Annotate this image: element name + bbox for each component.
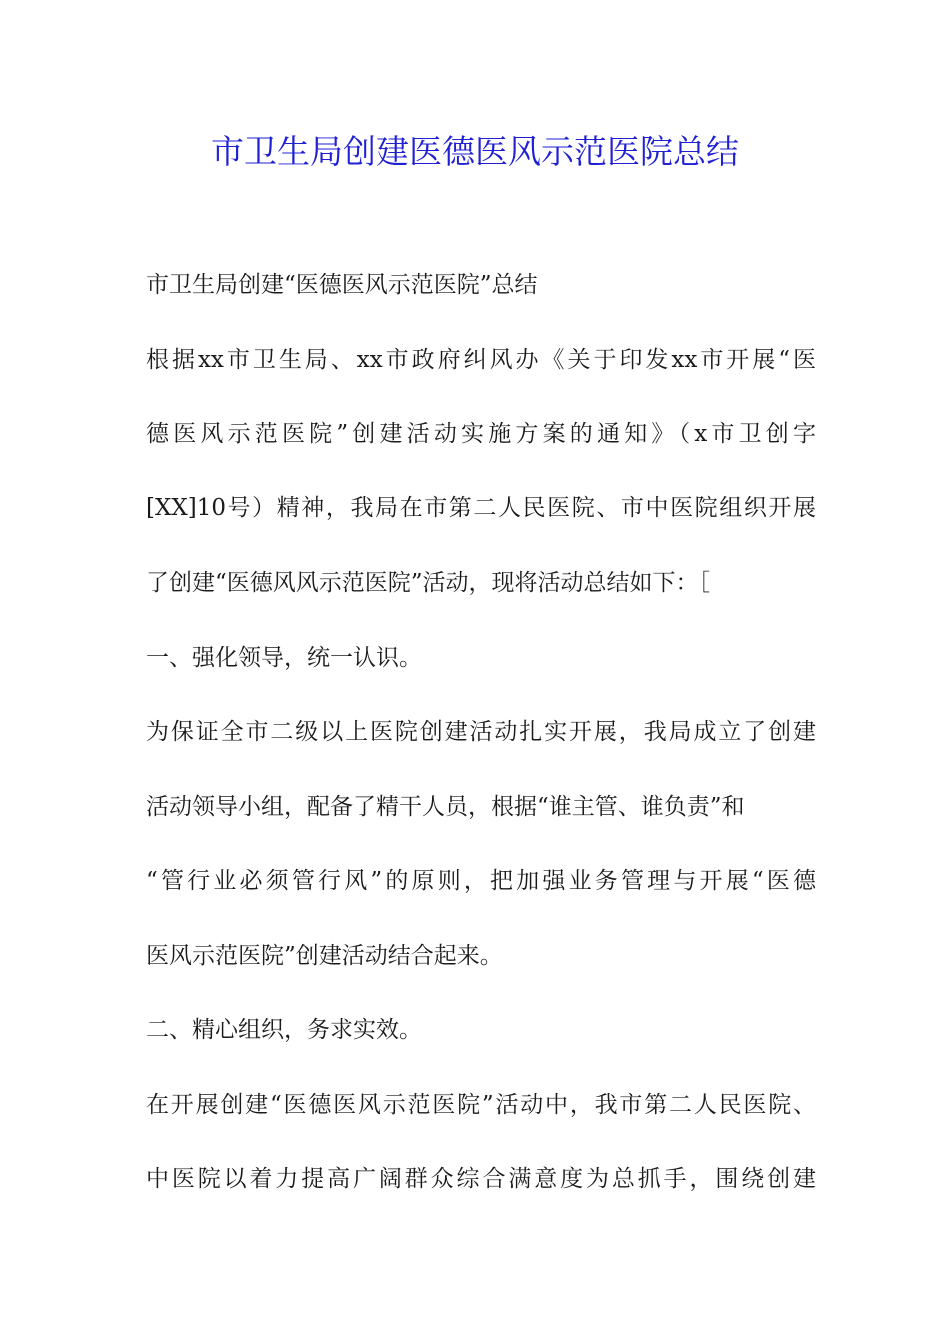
paragraph-line: 根据xx市卫生局、xx市政府纠风办《关于印发xx市开展“医 <box>146 347 816 373</box>
paragraph-line: 中医院以着力提高广阔群众综合满意度为总抓手，围绕创建 <box>146 1166 816 1192</box>
subtitle-line: 市卫生局创建“医德医风示范医院”总结 <box>146 272 538 298</box>
paragraph-line: 在开展创建“医德医风示范医院”活动中，我市第二人民医院、 <box>146 1092 816 1118</box>
paragraph-line: “管行业必须管行风”的原则，把加强业务管理与开展“医德 <box>146 868 816 894</box>
paragraph-line: 活动领导小组，配备了精干人员，根据“谁主管、谁负责”和 <box>146 794 745 820</box>
paragraph-line: 为保证全市二级以上医院创建活动扎实开展，我局成立了创建 <box>146 719 816 745</box>
document-title: 市卫生局创建医德医风示范医院总结 <box>211 132 739 171</box>
paragraph-line: 德医风示范医院”创建活动实施方案的通知》（x市卫创字 <box>146 421 816 447</box>
section-heading: 二、精心组织，务求实效。 <box>146 1017 422 1043</box>
section-heading: 一、强化领导，统一认识。 <box>146 645 422 671</box>
paragraph-line: 医风示范医院”创建活动结合起来。 <box>146 943 503 969</box>
paragraph-line: [XX]10号）精神，我局在市第二人民医院、市中医院组织开展 <box>146 495 816 521</box>
paragraph-line: 了创建“医德风风示范医院”活动，现将活动总结如下：［ <box>146 570 711 596</box>
